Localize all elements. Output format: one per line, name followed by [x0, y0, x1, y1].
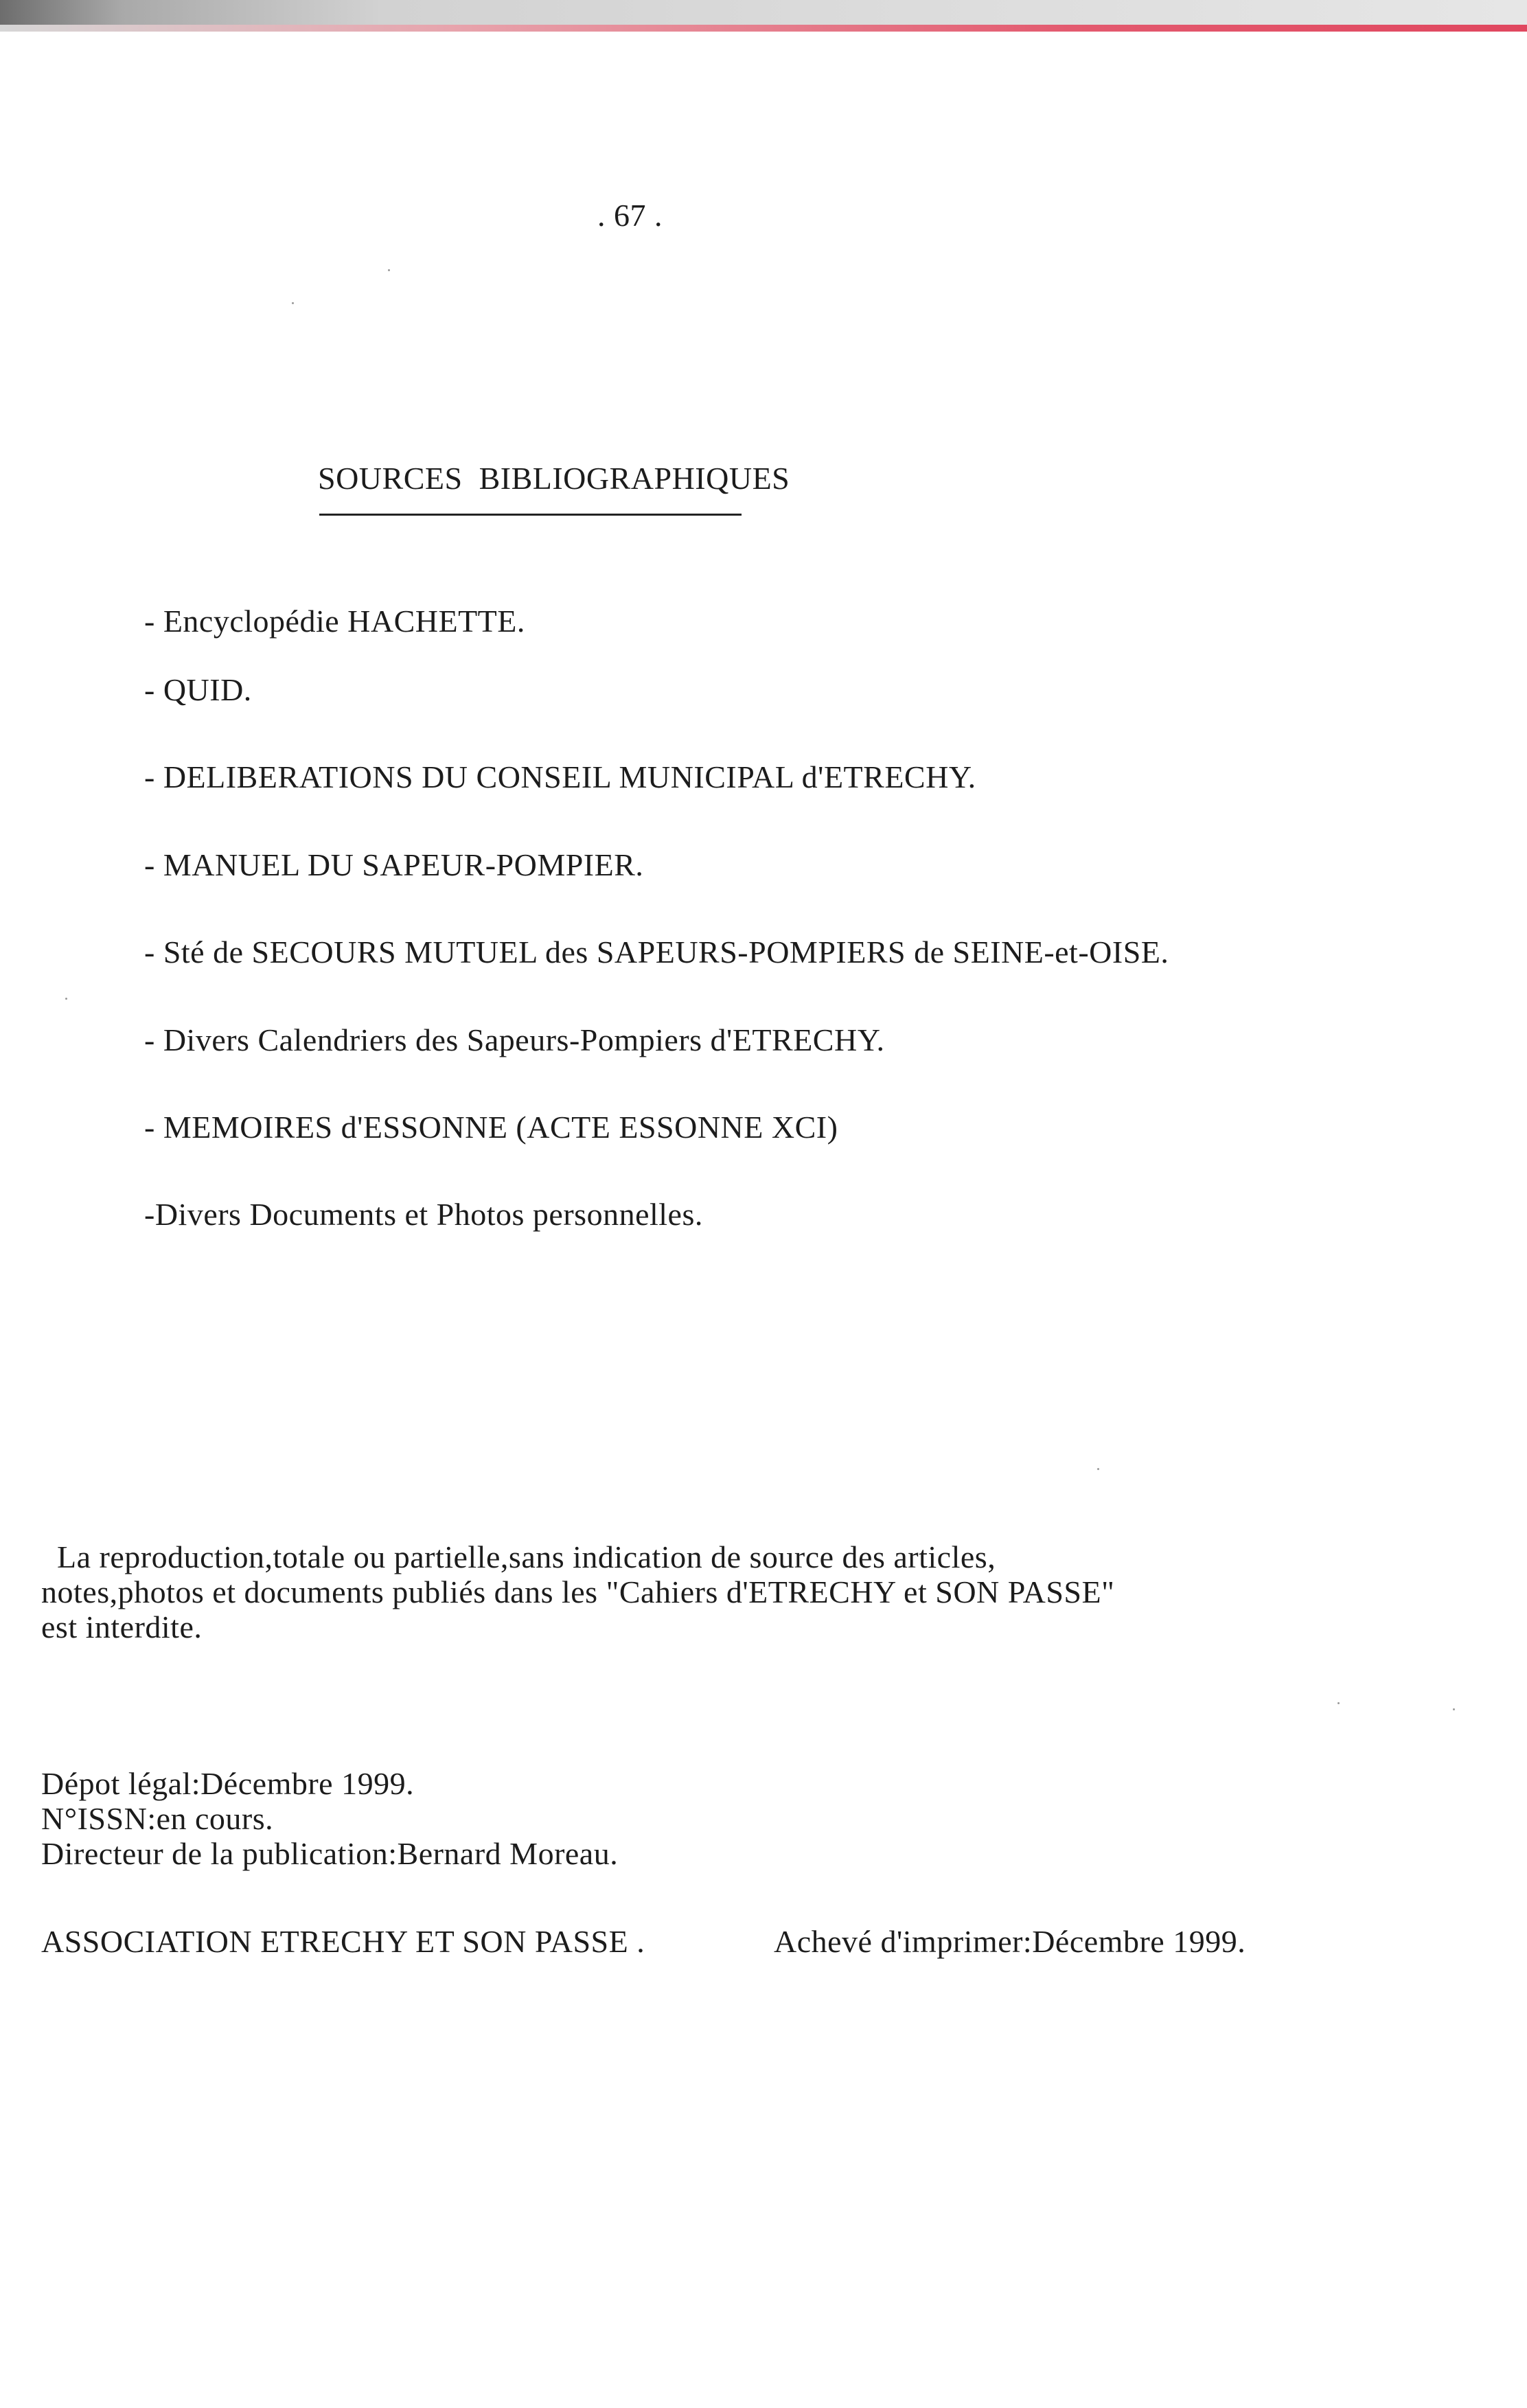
reproduction-notice-line: La reproduction,totale ou partielle,sans indication de source des articles, — [57, 1539, 996, 1574]
reproduction-notice-line: notes,photos et documents publiés dans les "Cahiers d'ETRECHY et SON PASSE" — [41, 1574, 1115, 1609]
scan-speck — [1453, 1708, 1455, 1710]
source-item: - QUID. — [144, 672, 252, 707]
source-item: - Encyclopédie HACHETTE. — [144, 604, 525, 639]
source-item: -Divers Documents et Photos personnelles. — [144, 1197, 703, 1232]
scan-speck — [65, 998, 67, 1000]
reproduction-notice-line: est interdite. — [41, 1609, 203, 1644]
publication-director: Directeur de la publication:Bernard Moreau. — [41, 1836, 619, 1871]
source-item: - MANUEL DU SAPEUR-POMPIER. — [144, 847, 644, 882]
scan-speck — [1097, 1468, 1099, 1470]
scan-speck — [388, 269, 390, 271]
printing-date: Achevé d'imprimer:Décembre 1999. — [774, 1924, 1246, 1959]
scan-speck — [292, 302, 294, 304]
scan-red-band — [0, 25, 1527, 32]
source-item: - DELIBERATIONS DU CONSEIL MUNICIPAL d'ETRECHY. — [144, 759, 976, 794]
scan-speck — [1337, 1702, 1340, 1704]
source-item: - Sté de SECOURS MUTUEL des SAPEURS-POMPIERS de SEINE-et-OISE. — [144, 934, 1169, 970]
heading-underline — [319, 514, 742, 516]
issn-line: N°ISSN:en cours. — [41, 1801, 274, 1836]
association-name: ASSOCIATION ETRECHY ET SON PASSE . — [41, 1924, 645, 1959]
source-item: - Divers Calendriers des Sapeurs-Pompiers d'ETRECHY. — [144, 1022, 885, 1057]
legal-deposit: Dépot légal:Décembre 1999. — [41, 1766, 415, 1801]
sources-heading: SOURCES BIBLIOGRAPHIQUES — [318, 461, 790, 496]
page-number: . 67 . — [597, 198, 663, 233]
source-item: - MEMOIRES d'ESSONNE (ACTE ESSONNE XCI) — [144, 1110, 838, 1145]
